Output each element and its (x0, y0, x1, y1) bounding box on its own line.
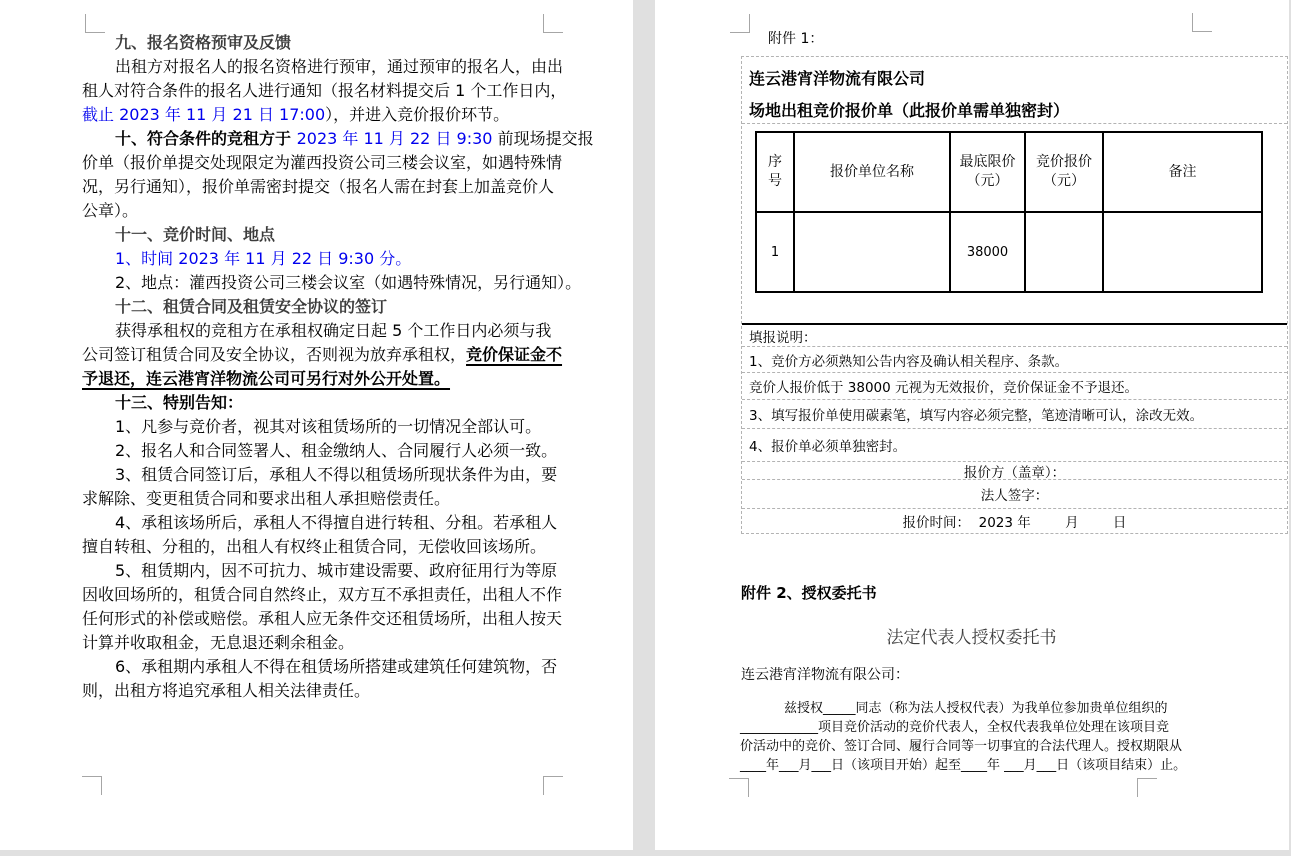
attachment1-label: 附件 1： (768, 31, 824, 47)
header-line: （元） (1043, 173, 1085, 189)
legal-signature-row: 法人签字： (742, 479, 1287, 508)
table-header-cell (950, 132, 1025, 212)
document-text-line (82, 247, 582, 271)
text-segment: 十二、租赁合同及租赁安全协议的签订 (115, 297, 388, 316)
document-text-line (82, 439, 582, 463)
document-text-line (82, 535, 582, 559)
document-text-line (82, 199, 582, 223)
header-line: 号 (768, 173, 782, 189)
text-segment: 十、符合条件的竞租方于 (115, 129, 297, 148)
text-segment: 2、地点：灌西投资公司三楼会议室（如遇特殊情况，另行通知）。 (115, 273, 582, 292)
note-row: 3、填写报价单使用碳素笔，填写内容必须完整，笔迹清晰可认，涂改无效。 (742, 399, 1287, 428)
document-page-right[interactable] (655, 0, 1289, 850)
text-segment: 6、承租期内承租人不得在租赁场所搭建或建筑任何建筑物，否 (115, 657, 558, 676)
quote-table (755, 131, 1263, 293)
margin-corner-mark (729, 778, 749, 797)
text-segment: 价单（报价单提交处现限定为灌西投资公司三楼会议室，如遇特殊情 (82, 153, 563, 172)
document-page-left[interactable] (0, 0, 633, 850)
document-text-line (82, 175, 582, 199)
poa-salutation: 连云港宵洋物流有限公司： (741, 667, 909, 683)
text-segment: 4、承租该场所后，承租人不得擅自进行转租、分租。若承租人 (115, 513, 558, 532)
table-header-cell (794, 132, 950, 212)
left-page-text (82, 31, 594, 703)
text-segment: 前现场提交报 (497, 129, 594, 148)
document-text-line (82, 511, 582, 535)
table-header-cell (756, 132, 794, 212)
document-text-line (82, 295, 582, 319)
text-segment: ），并进入竞价报价环节。 (325, 105, 510, 124)
header-line: 备注 (1168, 163, 1197, 180)
document-text-line (82, 631, 582, 655)
margin-corner-mark (543, 14, 563, 33)
document-text-line (82, 79, 582, 103)
text-segment: 1、时间 2023 年 11 月 22 日 9:30 分。 (115, 249, 412, 268)
document-text-line (82, 367, 582, 391)
header-line: 竞价报价 (1036, 154, 1092, 170)
text-segment: 十三、特别告知： (115, 393, 244, 412)
document-text-line (82, 343, 582, 367)
quote-form-table (741, 56, 1288, 534)
document-text-line (82, 583, 582, 607)
margin-corner-mark (82, 776, 102, 795)
poa-text-line: 兹授权_____同志（称为法人授权代表）为我单位参加贵单位组织的 (784, 701, 1168, 716)
text-segment: 擅自转租、分租的，出租人有权终止租赁合同，无偿收回该场所。 (82, 537, 547, 556)
text-segment: 截止 2023 年 11 月 21 日 17:00 (82, 105, 326, 124)
attachment2-heading: 附件 2、授权委托书 (741, 584, 877, 602)
table-header-cell (1025, 132, 1103, 212)
notes-label-row: 填报说明： (742, 323, 1287, 346)
document-text-line (82, 487, 582, 511)
document-text-line (82, 607, 582, 631)
poa-text-line: ____年___月___日（该项目开始）起至____年 ___月___日（该项目结束）止。 (740, 758, 1187, 773)
text-segment: 任何形式的补偿或赔偿。承租人应无条件交还租赁场所，出租人按天 (82, 609, 563, 628)
table-header-cell (1103, 132, 1262, 212)
text-segment: 求解除、变更租赁合同和要求出租人承担赔偿责任。 (82, 489, 451, 508)
text-segment: 计算并收取租金，无息退还剩余租金。 (82, 633, 355, 652)
table-data-cell: 38000 (950, 212, 1025, 292)
note-row: 竞价人报价低于 38000 元视为无效报价，竞价保证金不予退还。 (742, 372, 1287, 399)
text-segment: 竞价保证金不 (466, 345, 563, 364)
text-segment: 2、报名人和合同签署人、租金缴纳人、合同履行人必须一致。 (115, 441, 558, 460)
text-segment: 5、租赁期内，因不可抗力、城市建设需要、政府征用行为等原 (115, 561, 558, 580)
header-line: 序 (768, 154, 782, 170)
header-line: 报价单位名称 (830, 163, 914, 180)
text-segment: 获得承租权的竞租方在承租权确定日起 5 个工作日内必须与我 (115, 321, 552, 340)
text-segment: 租人对符合条件的报名人进行通知（报名材料提交后 1 个工作日内， (82, 81, 567, 100)
margin-corner-mark (543, 776, 563, 795)
bidder-seal-row: 报价方（盖章）： (742, 461, 1287, 479)
poa-text-line: 价活动中的竞价、签订合同、履行合同等一切事宜的合法代理人。授权期限从 (740, 739, 1183, 754)
margin-corner-mark (85, 14, 105, 33)
document-text-line (82, 319, 582, 343)
document-text-line (82, 463, 582, 487)
text-segment: 十一、竞价时间、地点 (115, 225, 276, 244)
quote-table-wrapper (742, 123, 1287, 323)
document-text-line (82, 223, 582, 247)
quote-date-row: 报价时间： 2023 年 月 日 (742, 508, 1287, 533)
document-text-line (82, 151, 582, 175)
text-segment: 3、租赁合同签订后，承租人不得以租赁场所现状条件为由，要 (115, 465, 558, 484)
text-segment: 公章）。 (82, 201, 139, 220)
document-text-line (82, 55, 582, 79)
text-segment: 公司签订租赁合同及安全协议，否则视为放弃承租权， (82, 345, 467, 364)
table-data-cell (1025, 212, 1103, 292)
document-text-line (82, 127, 594, 151)
header-line: （元） (966, 173, 1009, 189)
text-segment: 况，另行通知），报价单需密封提交（报名人需在封套上加盖竞价人 (82, 177, 555, 196)
table-data-row (756, 212, 1262, 292)
note-row: 1、竞价方必须熟知公告内容及确认相关程序、条款。 (742, 346, 1287, 372)
poa-title: 法定代表人授权委托书 (886, 628, 1057, 648)
document-text-line (82, 415, 582, 439)
text-segment: 则，出租方将追究承租人相关法律责任。 (82, 681, 371, 700)
text-segment: 1、凡参与竞价者，视其对该租赁场所的一切情况全部认可。 (115, 417, 542, 436)
text-segment: 予退还，连云港宵洋物流公司可另行对外公开处置。 (82, 369, 451, 388)
document-text-line (82, 31, 582, 55)
text-segment: 2023 年 11 月 22 日 9:30 (296, 129, 498, 148)
margin-corner-mark (730, 14, 750, 33)
poa-paragraph (740, 699, 1285, 775)
quote-form-title-row (742, 57, 1287, 123)
table-data-cell: 1 (756, 212, 794, 292)
document-text-line (82, 103, 582, 127)
table-data-cell (1103, 212, 1262, 292)
header-line: 最底限价 (959, 154, 1016, 170)
margin-corner-mark (1137, 778, 1157, 797)
text-segment: 因收回场所的，租赁合同自然终止，双方互不承担责任，出租人不作 (82, 585, 563, 604)
table-header-row (756, 132, 1262, 212)
margin-corner-mark (1192, 13, 1212, 32)
document-text-line (82, 679, 582, 703)
table-data-cell (794, 212, 950, 292)
text-segment: 九、报名资格预审及反馈 (115, 33, 292, 52)
text-segment: 出租方对报名人的报名资格进行预审，通过预审的报名人，由出 (115, 57, 564, 76)
document-text-line (82, 271, 582, 295)
note-row: 4、报价单必须单独密封。 (742, 428, 1287, 461)
company-title: 连云港宵洋物流有限公司 (749, 69, 926, 88)
quote-form-rows (742, 323, 1287, 533)
form-title: 场地出租竞价报价单（此报价单需单独密封） (749, 101, 1070, 120)
poa-text-line: ____________项目竞价活动的竞价代表人，全权代表我单位处理在该项目竞 (740, 720, 1170, 735)
document-text-line (82, 391, 582, 415)
document-text-line (82, 655, 582, 679)
document-text-line (82, 559, 582, 583)
